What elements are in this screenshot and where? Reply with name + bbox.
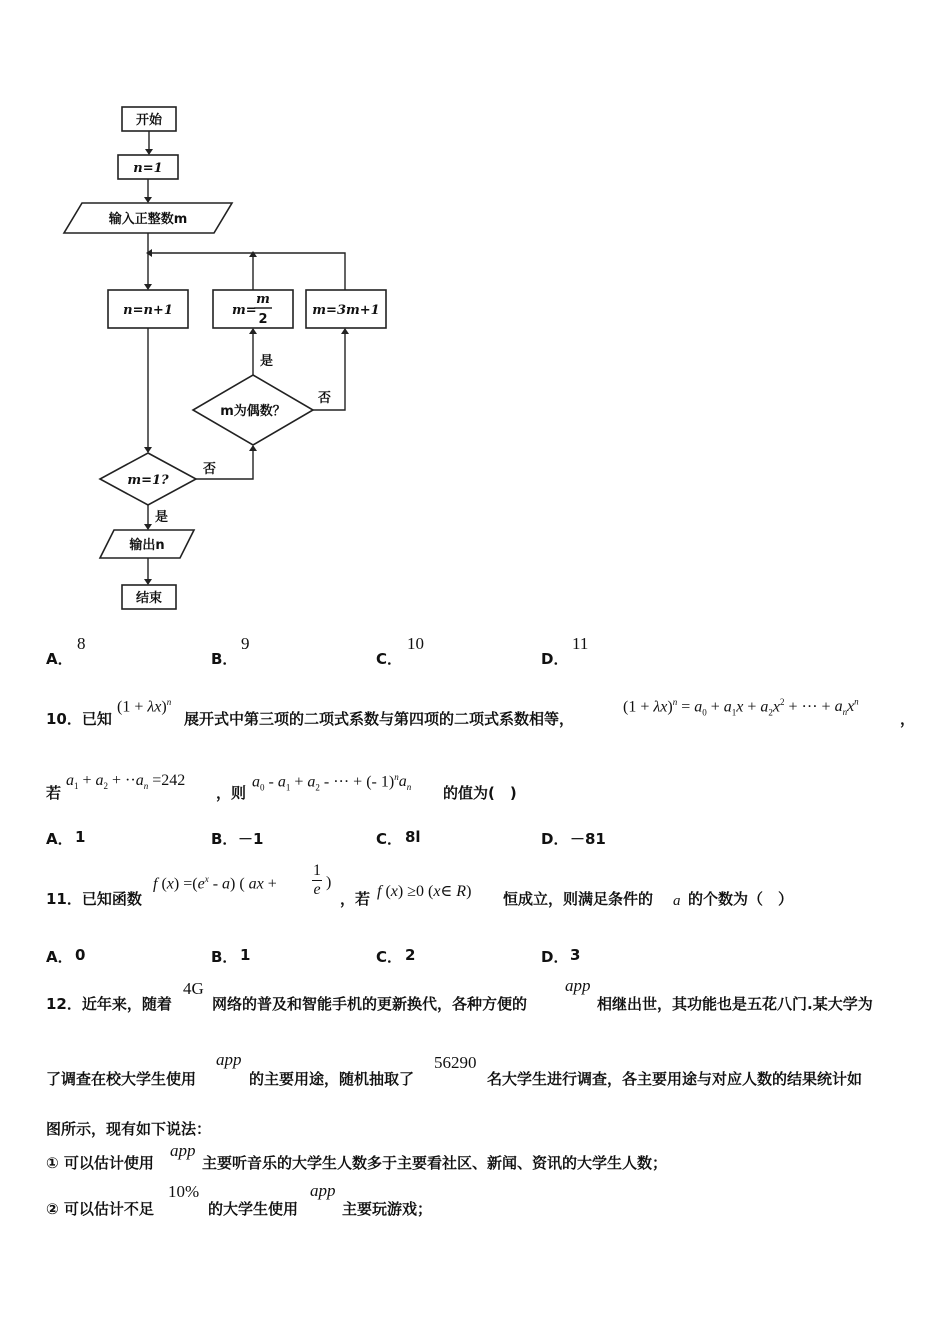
- flowchart-n-inc-text: n=n+1: [123, 303, 173, 318]
- q12-statement-1a: ① 可以估计使用: [46, 1154, 154, 1172]
- q10-option-a-value: 1: [75, 828, 86, 846]
- q11-option-c-label: C．: [376, 948, 403, 966]
- flowchart-end-text: 结束: [135, 591, 163, 606]
- q12-4g: 4G: [183, 979, 204, 998]
- q10-option-d-value: －81: [570, 830, 606, 848]
- q11-close-paren: ): [326, 874, 332, 891]
- flowchart-m-half-lhs: m=: [232, 303, 257, 318]
- q11-text-1: ，若: [340, 890, 371, 908]
- flowchart-start-text: 开始: [135, 113, 163, 128]
- q10-comma: ，: [900, 710, 916, 728]
- q12-text-4: 的主要用途，随机抽取了: [249, 1070, 415, 1088]
- q10-option-c-label: C．: [376, 830, 403, 848]
- q9-option-a-label: A．: [46, 650, 73, 668]
- flowchart-m-half-den: 2: [258, 312, 268, 327]
- q12-text-5: 名大学生进行调查，各主要用途与对应人数的结果统计如: [487, 1070, 863, 1088]
- q12-app-2: app: [216, 1050, 242, 1069]
- q11-option-a-value: 0: [75, 946, 86, 964]
- q12-statement-2b: 的大学生使用: [208, 1200, 299, 1218]
- q10-condition: $a_1 + a_2 + \cdot\cdot a_n =242$: [66, 772, 186, 792]
- q11-number: 11．已知函数: [46, 890, 142, 908]
- q11-fraction: 1 e: [313, 862, 321, 898]
- q12-statement-2c: 主要玩游戏；: [342, 1200, 433, 1218]
- q9-option-b-label: B．: [211, 650, 238, 668]
- flowchart-one-text: m=1?: [127, 473, 169, 488]
- flowchart-yes-label-1: 是: [260, 354, 274, 369]
- q11-option-d-label: D．: [541, 948, 569, 966]
- q12-statement-1b: 主要听音乐的大学生人数多于主要看社区、新闻、资讯的大学生人数；: [202, 1154, 668, 1172]
- q12-text-6: 图所示，现有如下说法：: [46, 1120, 212, 1138]
- q10-option-a-label: A．: [46, 830, 73, 848]
- q12-text-1: 网络的普及和智能手机的更新换代，各种方便的: [212, 995, 528, 1013]
- flowchart-n-init-text: n=1: [133, 161, 163, 176]
- q11-text-2: 恒成立，则满足条件的: [503, 890, 654, 908]
- q11-function: f $(x) =(e^x - a)$ ( ax +: [153, 874, 277, 893]
- q10-binomial-expr: $(1 + \lambda x)^n$: [117, 697, 172, 716]
- flowchart-no-label-2: 否: [203, 462, 217, 477]
- q10-target-expr: $a_0 - a_1 + a_2$ - ··· + (- $1)^na_n$: [252, 772, 412, 793]
- q10-text-2: 若: [46, 784, 62, 802]
- flowchart-m-half-num: m: [256, 292, 270, 307]
- q10-text-1: 展开式中第三项的二项式系数与第四项的二项式系数相等，: [184, 710, 575, 728]
- q12-app-1: app: [565, 976, 591, 995]
- q10-option-c-value: 8l: [405, 828, 421, 846]
- q10-text-3: ，则: [216, 784, 247, 802]
- q11-option-a-label: A．: [46, 948, 73, 966]
- q9-option-b-value: 9: [241, 634, 250, 653]
- q12-percent: 10%: [168, 1182, 200, 1201]
- flowchart-input-text: 输入正整数m: [108, 212, 188, 227]
- q11-option-c-value: 2: [405, 946, 416, 964]
- q11-option-b-value: 1: [240, 946, 251, 964]
- q11-condition: f (x) ≥0 (x∈ R): [377, 883, 472, 900]
- q10-option-d-label: D．: [541, 830, 569, 848]
- q9-option-d-label: D．: [541, 650, 569, 668]
- q9-option-a-value: 8: [77, 634, 86, 653]
- q11-option-b-label: B．: [211, 948, 238, 966]
- flowchart-m-triple-text: m=3m+1: [312, 303, 380, 318]
- q10-text-4: 的值为( ): [443, 784, 517, 802]
- q12-app-3: app: [170, 1141, 196, 1160]
- q11-option-d-value: 3: [570, 946, 581, 964]
- q12-number: 12．近年来，随着: [46, 995, 172, 1013]
- q10-expansion: $(1 + \lambda x)^n = a_0 + a_1x + a_2x^2$ + ··· + $a_nx^n$: [623, 697, 859, 718]
- q11-var-a: a: [673, 893, 681, 909]
- q11-text-3: 的个数为（ ）: [688, 890, 794, 908]
- q9-option-d-value: 11: [572, 634, 589, 653]
- q10-option-b-value: －1: [238, 830, 264, 848]
- flowchart: [0, 0, 420, 625]
- q10-option-b-label: B．: [211, 830, 238, 848]
- q10-cond-value: =242: [152, 772, 186, 789]
- q9-option-c-label: C．: [376, 650, 403, 668]
- q12-text-3: 了调查在校大学生使用: [46, 1070, 197, 1088]
- q9-option-c-value: 10: [407, 634, 424, 653]
- flowchart-output-text: 输出n: [129, 538, 165, 553]
- flowchart-yes-label-2: 是: [155, 510, 169, 525]
- q12-count: 56290: [434, 1053, 477, 1072]
- q12-statement-2a: ② 可以估计不足: [46, 1200, 154, 1218]
- q10-number: 10．已知: [46, 710, 112, 728]
- q12-app-4: app: [310, 1181, 336, 1200]
- flowchart-no-label-1: 否: [318, 391, 332, 406]
- flowchart-even-text: m为偶数？: [220, 404, 286, 419]
- q12-text-2: 相继出世，其功能也是五花八门.某大学为: [597, 995, 873, 1013]
